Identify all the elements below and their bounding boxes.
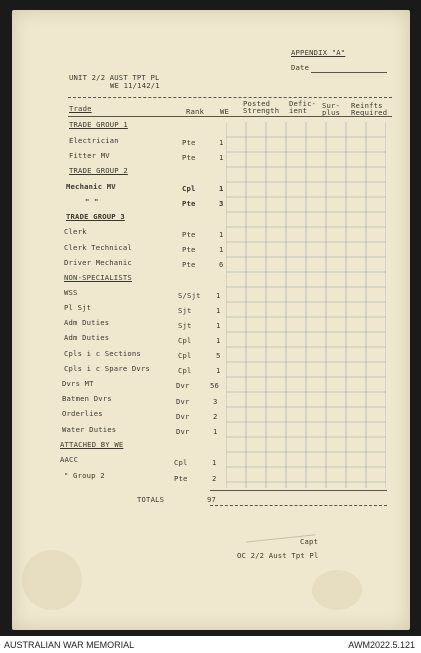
signature-office: OC 2/2 Aust Tpt Pl [237, 551, 319, 560]
col-reinfts-bottom: Required [351, 108, 388, 117]
row-trade: WSS [64, 288, 78, 297]
date-line [311, 72, 387, 73]
col-strength: Strength [243, 106, 280, 115]
row-we: 1 [219, 184, 224, 193]
row-trade: TRADE GROUP 3 [66, 212, 125, 221]
row-we: 2 [212, 474, 217, 483]
row-rank: Sjt [178, 306, 192, 315]
row-rank: Dvr [176, 397, 190, 406]
row-we: 1 [219, 153, 224, 162]
row-trade: Fitter MV [69, 151, 110, 160]
header-rule-bottom [68, 116, 392, 117]
row-trade: TRADE GROUP 2 [69, 166, 128, 175]
paper-stain [22, 550, 82, 610]
row-we: 1 [216, 321, 221, 330]
row-we: 5 [216, 351, 221, 360]
row-trade: " " [85, 197, 99, 206]
totals-value: 97 [207, 495, 217, 504]
row-rank: Cpl [182, 184, 196, 193]
row-we: 1 [216, 336, 221, 345]
footer-accession-number: AWM2022.5.121 [348, 640, 415, 650]
row-we: 6 [219, 260, 224, 269]
row-rank: Dvr [176, 412, 190, 421]
row-we: 1 [216, 366, 221, 375]
row-trade: Batmen Dvrs [62, 394, 112, 403]
row-we: 56 [210, 381, 220, 390]
col-posted: Posted [243, 99, 271, 108]
row-rank: S/Sjt [178, 291, 201, 300]
row-rank: Cpl [178, 336, 192, 345]
footer-institution: AUSTRALIAN WAR MEMORIAL [4, 640, 135, 650]
row-trade: Cpls i c Sections [64, 349, 141, 358]
row-trade: Adm Duties [64, 318, 110, 327]
row-trade: Orderlies [62, 409, 103, 418]
row-rank: Pte [174, 474, 188, 483]
row-trade: Adm Duties [64, 333, 110, 342]
entry-grid [226, 122, 386, 488]
we-reference: WE 11/142/1 [110, 81, 160, 90]
row-trade: Clerk Technical [64, 243, 132, 252]
row-we: 1 [216, 306, 221, 315]
row-trade: Electrician [69, 136, 119, 145]
row-we: 3 [219, 199, 224, 208]
row-we: 1 [219, 138, 224, 147]
row-trade: Mechanic MV [66, 182, 116, 191]
row-trade: Driver Mechanic [64, 258, 132, 267]
row-rank: Pte [182, 245, 196, 254]
totals-label: TOTALS [137, 495, 165, 504]
totals-rule-bottom [210, 505, 387, 506]
row-trade: TRADE GROUP 1 [69, 120, 128, 129]
col-rank: Rank [186, 107, 205, 116]
row-we: 1 [216, 291, 221, 300]
row-rank: Pte [182, 260, 196, 269]
row-trade: AACC [60, 455, 79, 464]
row-rank: Pte [182, 230, 196, 239]
col-deficient-top: Defic- [289, 99, 317, 108]
row-trade: Cpls i c Spare Dvrs [64, 364, 151, 373]
row-rank: Dvr [176, 381, 190, 390]
row-we: 1 [212, 458, 217, 467]
row-we: 3 [213, 397, 218, 406]
row-rank: Cpl [178, 366, 192, 375]
row-trade: NON-SPECIALISTS [64, 273, 132, 282]
col-deficient-bottom: ient [289, 106, 308, 115]
col-surplus-top: Sur- [322, 101, 341, 110]
row-trade: Pl Sjt [64, 303, 92, 312]
row-rank: Pte [182, 153, 196, 162]
row-we: 1 [219, 230, 224, 239]
appendix-label: APPENDIX "A" [291, 48, 346, 57]
row-we: 2 [213, 412, 218, 421]
paper-stain [312, 570, 362, 610]
row-trade: Clerk [64, 227, 87, 236]
row-rank: Sjt [178, 321, 192, 330]
col-we: WE [220, 107, 230, 116]
row-rank: Pte [182, 138, 196, 147]
col-surplus-bottom: plus [322, 108, 341, 117]
row-we: 1 [219, 245, 224, 254]
col-trade: Trade [69, 104, 92, 113]
unit-title: UNIT 2/2 AUST TPT PL [69, 73, 160, 82]
row-rank: Cpl [178, 351, 192, 360]
signature-rank: Capt [300, 537, 319, 546]
row-rank: Pte [182, 199, 196, 208]
row-rank: Cpl [174, 458, 188, 467]
date-label: Date [291, 63, 310, 72]
header-rule-top [68, 97, 392, 98]
row-trade: " Group 2 [64, 471, 105, 480]
row-trade: ATTACHED BY WE [60, 440, 124, 449]
row-trade: Water Duties [62, 425, 117, 434]
archive-footer [0, 636, 421, 653]
col-reinfts-top: Reinfts [351, 101, 383, 110]
row-rank: Dvr [176, 427, 190, 436]
row-we: 1 [213, 427, 218, 436]
row-trade: Dvrs MT [62, 379, 94, 388]
totals-rule-top [210, 490, 387, 491]
